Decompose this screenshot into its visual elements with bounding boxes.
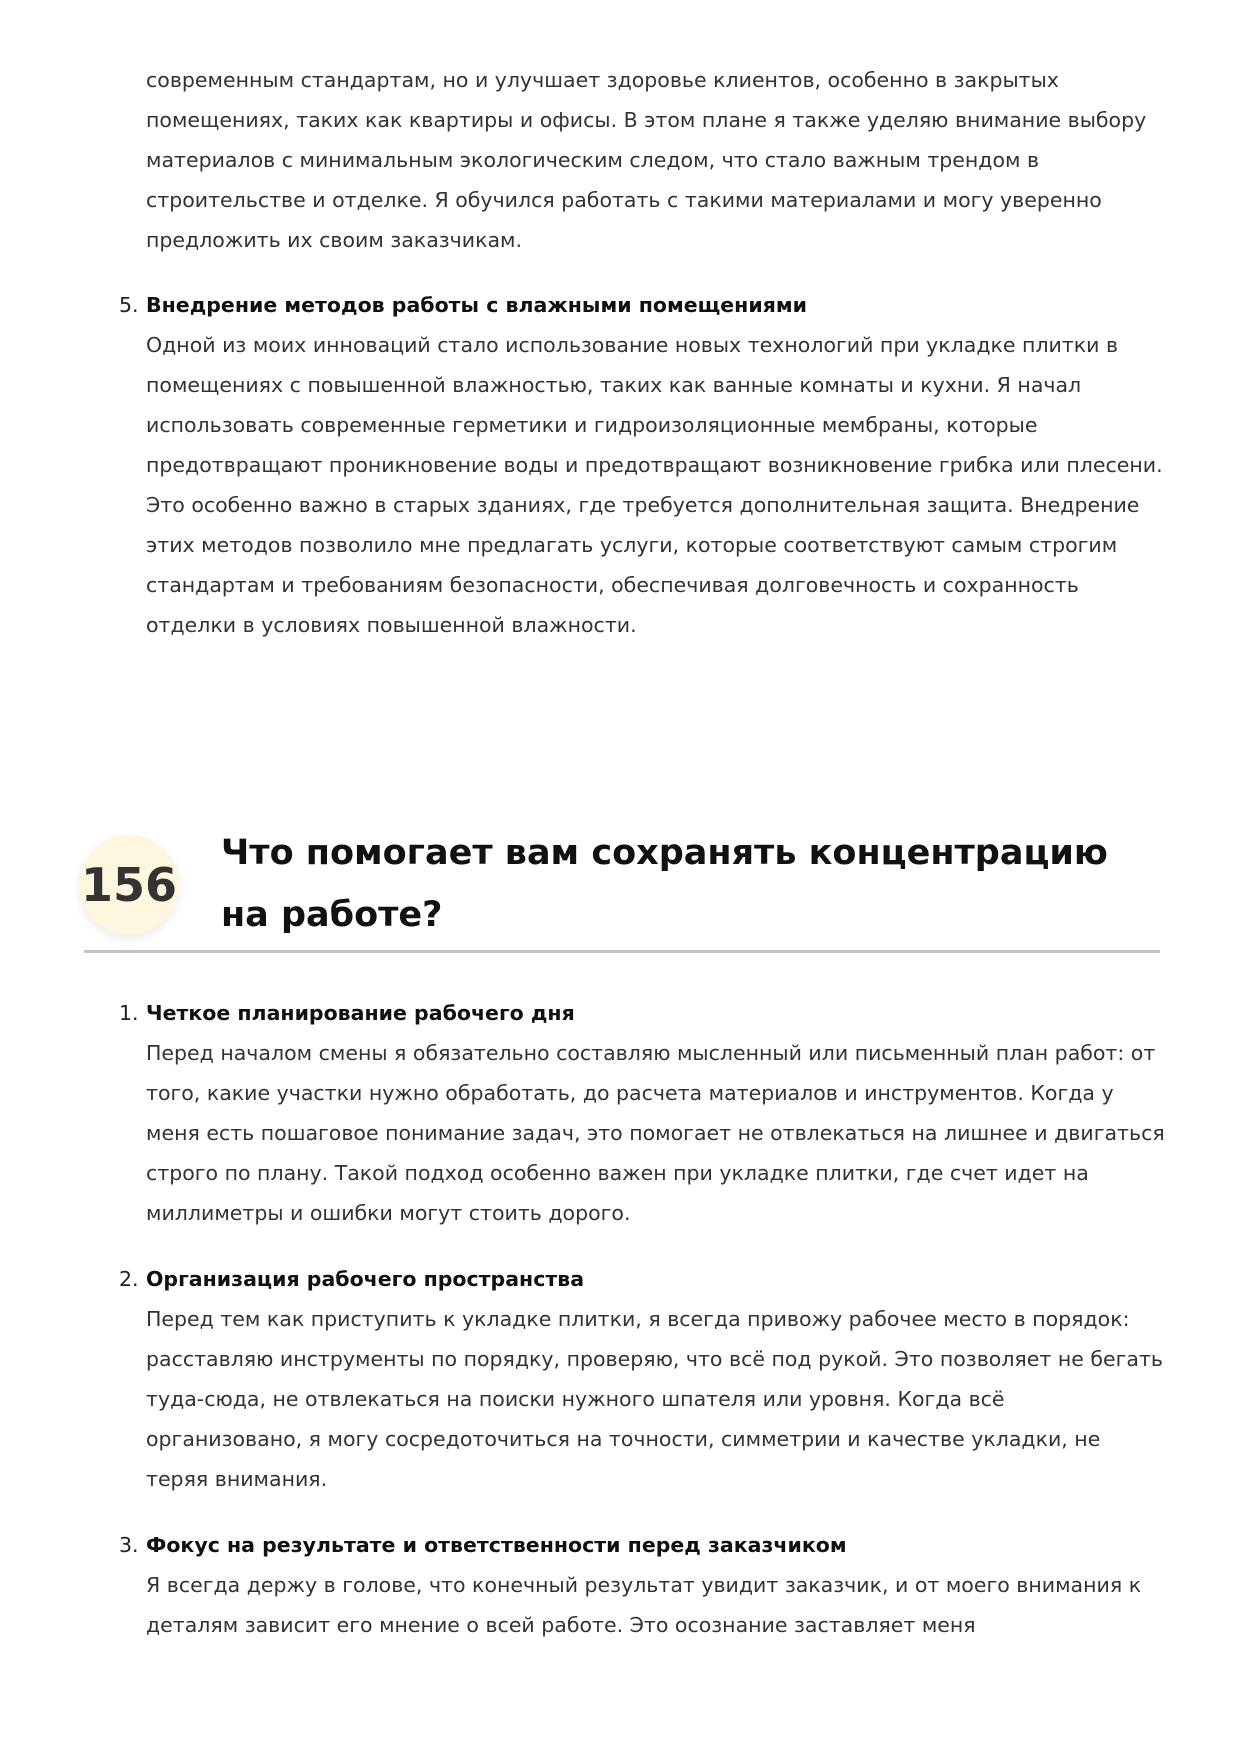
item-text: Я всегда держу в голове, что конечный результат увидит заказчик, и от моего внимания к деталям зависит его мнение о всей работе. Это осознание заставляет меня [146, 1573, 1142, 1637]
list-item [119, 993, 1166, 1233]
item-title: Внедрение методов работы с влажными помещениями [146, 293, 807, 317]
item-text: Одной из моих инноваций стало использование новых технологий при укладке плитки в помещениях с повышенной влажностью, таких как ванные комнаты и кухни. Я начал использовать современные герметики и гидроизоляционные мембраны, которые предотвращают проникновение воды и предотвращают возникновение грибка или плесени. Это особенно важно в старых зданиях, где требуется дополнительная защита. Внедрение этих методов позволило мне предлагать услуги, которые соответствуют самым строгим стандартам и требованиям безопасности, обеспечивая долговечность и сохранность отделки в условиях повышенной влажности. [146, 333, 1163, 637]
list-item [119, 1525, 1166, 1645]
item-number: 2. [119, 1267, 139, 1291]
question-title: Что помогает вам сохранять концентрацию на работе? [221, 833, 1108, 935]
question-number-badge: 156 [79, 835, 179, 935]
item-number: 5. [119, 293, 139, 317]
item-title: Организация рабочего пространства [146, 1267, 585, 1291]
item-text: Перед началом смены я обязательно составляю мысленный или письменный план работ: от того, какие участки нужно обработать, до расчета материалов и инструментов. Когда у меня есть пошаговое понимание задач, это помогает не отвлекаться на лишнее и двигаться строго по плану. Такой подход особенно важен при укладке плитки, где счет идет на миллиметры и ошибки могут стоить дорого. [146, 1041, 1165, 1225]
divider [84, 950, 1160, 953]
item-title: Четкое планирование рабочего дня [146, 1001, 575, 1025]
intro-paragraph: современным стандартам, но и улучшает здоровье клиентов, особенно в закрытых помещениях, таких как квартиры и офисы. В этом плане я также уделяю внимание выбору материалов с минимальным экологическим следом, что стало важным трендом в строительстве и отделке. Я обучился работать с такими материалами и могу уверенно предложить их своим заказчикам. [146, 68, 1147, 252]
item-title: Фокус на результате и ответственности перед заказчиком [146, 1533, 847, 1557]
previous-list [119, 285, 1166, 671]
list-item [119, 1259, 1166, 1499]
item-number: 3. [119, 1533, 139, 1557]
list-item [119, 285, 1166, 645]
item-text: Перед тем как приступить к укладке плитки, я всегда привожу рабочее место в порядок: расставляю инструменты по порядку, проверяю, что всё под рукой. Это позволяет не бегать туда-сюда, не отвлекаться на поиски нужного шпателя или уровня. Когда всё организовано, я могу сосредоточиться на точности, симметрии и качестве укладки, не теряя внимания. [146, 1307, 1163, 1491]
answer-list [119, 993, 1166, 1671]
item-number: 1. [119, 1001, 139, 1025]
